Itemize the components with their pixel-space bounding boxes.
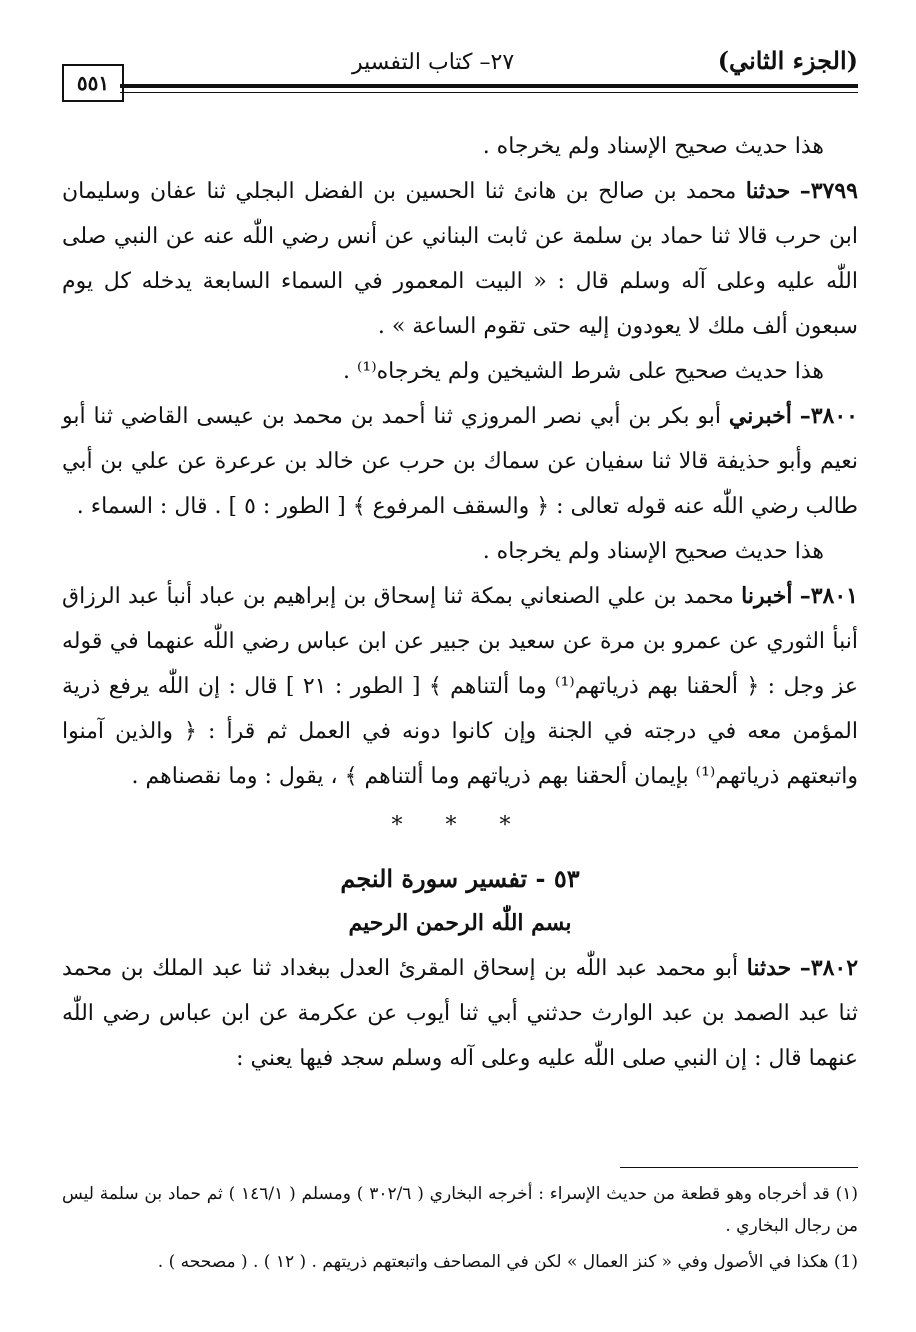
basmala: بسم اللّٰه الرحمن الرحيم bbox=[348, 910, 572, 936]
page-number: ٥٥١ bbox=[62, 64, 124, 102]
hadith-3799 bbox=[62, 169, 858, 349]
footnotes bbox=[62, 1178, 858, 1278]
hadith-number: ٣٧٩٩– bbox=[799, 178, 858, 204]
hadith-3800 bbox=[62, 394, 858, 529]
hadith-number: ٣٨٠٠– bbox=[799, 403, 858, 429]
main-text bbox=[62, 124, 858, 1081]
grading-note: هذا حديث صحيح على شرط الشيخين ولم يخرجاه⁽¹⁾ . bbox=[342, 359, 824, 384]
hadith-text: محمد بن علي الصنعاني بمكة ثنا إسحاق بن إبراهيم بن عباد أنبأ عبد الرزاق أنبأ الثوري عن عمرو بن مرة عن سعيد بن جبير عن ابن عباس رضي اللّٰه عنهما في قوله عز وجل : ﴿ ألحقنا بهم ذرياتهم⁽¹⁾ وما ألتناهم ﴾ [ الطور : ٢١ ] قال : إن اللّٰه يرفع ذرية المؤمن معه في درجته في الجنة وإن كانوا دونه في العمل ثم قرأ : ﴿ والذين آمنوا واتبعتهم ذرياتهم⁽¹⁾ بإيمان ألحقنا بهم ذرياتهم وما ألتناهم ﴾ ، يقول : وما نقصناهم . bbox=[62, 584, 858, 789]
hadith-3801 bbox=[62, 574, 858, 799]
narration-keyword: حدثنا bbox=[745, 178, 791, 204]
narration-keyword: أخبرني bbox=[728, 403, 792, 429]
narration-keyword: أخبرنا bbox=[741, 583, 793, 609]
header-rule-thin bbox=[120, 92, 858, 93]
footnote-2: (1) هكذا في الأصول وفي « كنز العمال » لكن في المصاحف واتبعتهم ذريتهم . ( ١٢ ) . ( مصححه ) . bbox=[157, 1252, 858, 1272]
hadith-number: ٣٨٠١– bbox=[799, 583, 858, 609]
header-rule-thick bbox=[120, 84, 858, 88]
hadith-3802 bbox=[62, 946, 858, 1081]
running-title: (الجزء الثاني) bbox=[717, 46, 858, 75]
footnote-1: (١) قد أخرجاه وهو قطعة من حديث الإسراء : أخرجه البخاري ( ٣٠٢/٦ ) ومسلم ( ١٤٦/١ ) ثم حماد بن سلمة ليس من رجال البخاري . bbox=[62, 1184, 858, 1236]
page-header bbox=[62, 46, 858, 102]
grading-note: هذا حديث صحيح الإسناد ولم يخرجاه . bbox=[482, 134, 824, 159]
hadith-text: أبو محمد عبد اللّٰه بن إسحاق المقرئ العدل ببغداد ثنا عبد الملك بن محمد ثنا عبد الصمد بن عبد الوارث حدثني أبي ثنا أيوب عن عكرمة عن ابن عباس رضي اللّٰه عنهما قال : إن النبي صلى اللّٰه عليه وعلى آله وسلم سجد فيها يعني : bbox=[62, 956, 858, 1071]
footnote-separator bbox=[620, 1167, 858, 1168]
narration-keyword: حدثنا bbox=[746, 955, 792, 981]
chapter-title: ٢٧– كتاب التفسير bbox=[352, 50, 515, 75]
hadith-text: أبو بكر بن أبي نصر المروزي ثنا أحمد بن محمد بن عيسى القاضي ثنا أبو نعيم وأبو حذيفة قالا ثنا سفيان عن سماك بن حرب عن خالد بن عرعرة عن علي بن أبي طالب رضي اللّٰه عنه قوله تعالى : ﴿ والسقف المرفوع ﴾ [ الطور : ٥ ] . قال : السماء . bbox=[62, 404, 858, 519]
hadith-text: محمد بن صالح بن هانئ ثنا الحسين بن الفضل البجلي ثنا عفان وسليمان ابن حرب قالا ثنا حماد بن سلمة عن ثابت البناني عن أنس رضي اللّٰه عنه عن النبي صلى اللّٰه عليه وعلى آله وسلم قال : « البيت المعمور في السماء السابعة يدخله كل يوم سبعون ألف ملك لا يعودون إليه حتى تقوم الساعة » . bbox=[62, 179, 858, 339]
grading-note: هذا حديث صحيح الإسناد ولم يخرجاه . bbox=[482, 539, 824, 564]
section-divider-stars: * * * bbox=[391, 813, 529, 838]
surah-heading: ٥٣ - تفسير سورة النجم bbox=[340, 864, 580, 893]
hadith-number: ٣٨٠٢– bbox=[799, 955, 859, 981]
